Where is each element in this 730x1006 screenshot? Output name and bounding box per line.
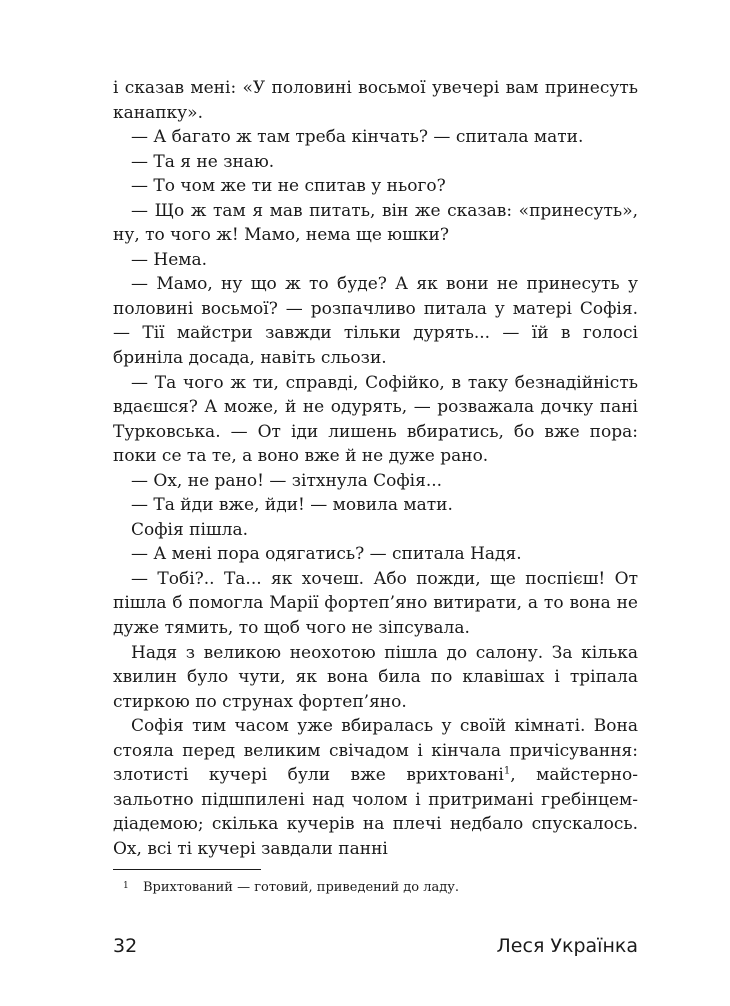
paragraph: — Ох, не рано! — зітхнула Софія... [131,470,443,491]
paragraph: — То чом же ти не спитав у нього? [131,176,446,197]
paragraph: — Та я не знаю. [131,151,275,172]
footnote [113,879,638,897]
paragraph: і сказав мені: «У половині восьмої увечері вам принесуть канапку». [113,78,638,123]
paragraph-text: Софія тим часом уже вбиралась у своїй кімнаті. Вона стояла перед великим свічадом і кінчала причісування: злотисті кучері були вже врихтовані [113,716,638,786]
paragraph: — Мамо, ну що ж то буде? А як вони не принесуть у половині восьмої? — розпачливо питала у матері Софія. — Тії майстри завжди тільки дурять... — їй в голосі бриніла досада, навіть сльози. [113,274,638,369]
paragraph: — Та чого ж ти, справді, Софійко, в таку безнадійність вдаєшся? А може, й не одурять, — розважала дочку пані Турковська. — От іди лишень вбиратись, бо вже пора: поки се та те, а воно вже й не дуже рано. [113,372,638,467]
paragraph: — Та йди вже, йди! — мовила мати. [131,495,453,516]
paragraph: Софія пішла. [131,519,249,540]
paragraph: — Нема. [131,249,208,270]
footnote-number: 1 [123,881,129,891]
running-footer-author: Леся Українка [496,935,638,957]
footnote-divider [113,869,261,870]
paragraph-text: , майстерно-зальотно підшпилені над чолом і притримані гребінцем-діадемою; скілька кучерів на плечі недбало спускалось. Ох, всі ті кучері завдали панні [113,765,638,859]
paragraph: — Тобі?.. Та... як хочеш. Або пожди, ще поспієш! От пішла б помогла Марії фортеп’яно витирати, а то вона не дуже тямить, то щоб чого не зіпсувала. [113,568,638,639]
page-footer [113,933,638,959]
footnote-text: Врихтований — готовий, приведений до ладу. [143,880,460,895]
paragraph: — Що ж там я мав питать, він же сказав: «принесуть», ну, то чого ж! Мамо, нема ще юшки? [113,200,638,246]
body-text [113,76,638,862]
page-number: 32 [113,935,138,957]
paragraph-with-footnote [113,714,638,861]
paragraph: — А мені пора одягатись? — спитала Надя. [131,544,522,565]
paragraph: Надя з великою неохотою пішла до салону. За кілька хвилин було чути, як вона била по клавішах і тріпала стиркою по струнах фортеп’яно. [113,642,638,712]
footnote-reference: 1 [503,765,511,777]
paragraph: — А багато ж там треба кінчать? — спитала мати. [131,127,584,148]
